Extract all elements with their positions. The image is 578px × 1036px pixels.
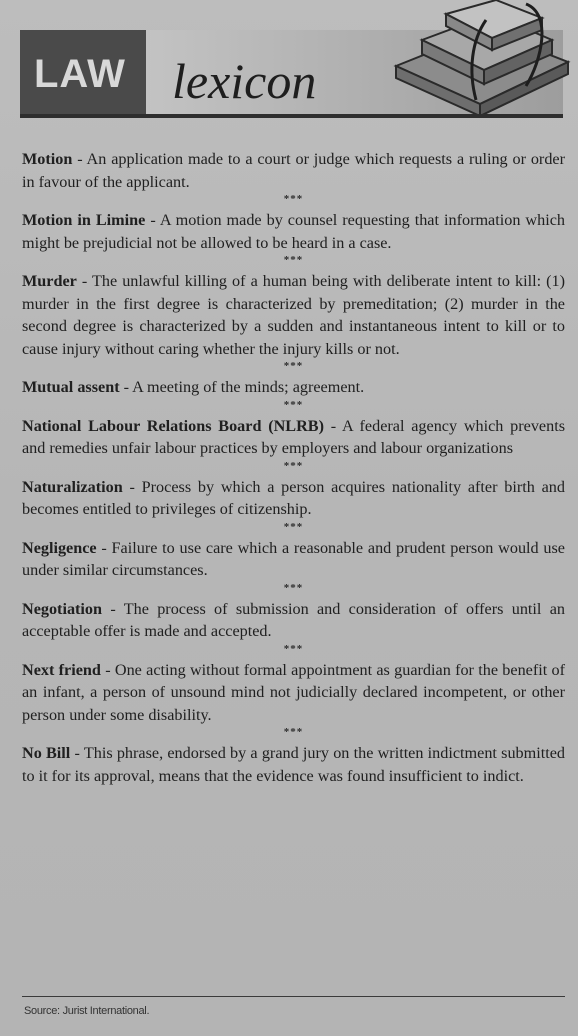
entry-motion [22,148,565,193]
entry-term: Negotiation [22,599,103,618]
entry-definition: - Failure to use care which a reasonable and prudent person would use under similar circumstances. [22,538,565,579]
entry-definition: - The unlawful killing of a human being with deliberate intent to kill: (1) murder in the first degree is characterized by premeditation; (2) murder in the second degree is characterized by a sudden and instantaneous intent to kill or to cause injury without caring whether the injury kills or not. [22,272,565,358]
entry-term: Motion in Limine [22,211,146,229]
entry-definition: - An application made to a court or judge which requests a ruling or order in favour of the applicant. [22,150,565,191]
entry-term: Next friend [22,660,101,679]
header [20,26,563,118]
entry-murder [22,270,565,360]
separator: *** [283,581,304,594]
entry-term: Negligence [22,538,97,557]
separator: *** [283,193,304,205]
entry-next-friend [22,659,565,727]
entry-nlrb [22,415,565,460]
separator: *** [283,360,304,372]
lexicon-title: lexicon [172,53,317,109]
entry-definition: - The process of submission and consideration of offers until an acceptable offer is made and accepted. [22,599,565,640]
separator: *** [283,254,304,266]
entry-term: National Labour Relations Board (NLRB) [22,416,324,435]
books-icon [376,0,576,118]
entry-term: Naturalization [22,477,123,496]
entry-term: No Bill [22,744,71,762]
source-credit: Source: Jurist International. [24,1005,150,1017]
separator: *** [283,642,304,655]
entry-definition: - One acting without formal appointment as guardian for the benefit of an infant, a person of unsound mind not judicially declared incompetent, or other person under some disability. [22,660,566,724]
law-label: LAW [34,52,126,96]
entry-negligence [22,537,565,582]
separator: *** [283,726,304,738]
entry-motion-in-limine [22,209,565,254]
entry-definition: - A motion made by counsel requesting that information which might be prejudicial not be allowed to be heard in a case. [22,211,565,252]
entry-no-bill [22,742,565,787]
entry-term: Motion [22,150,73,168]
entry-definition: - A federal agency which prevents and remedies unfair labour practices by employers and labour organizations [22,416,565,457]
separator: *** [283,459,304,472]
entry-term: Mutual assent [22,378,120,396]
entry-term: Murder [22,272,77,290]
entry-naturalization [22,476,565,521]
footer-rule [22,996,565,997]
law-label-box [20,30,146,114]
entry-definition: - Process by which a person acquires nationality after birth and becomes entitled to privileges of citizenship. [22,477,565,518]
header-rule [20,114,563,118]
entry-negotiation [22,598,565,643]
separator: *** [283,398,304,411]
lexicon-entries [22,148,565,787]
entry-definition: - A meeting of the minds; agreement. [119,378,365,396]
entry-definition: - This phrase, endorsed by a grand jury on the written indictment submitted to it for its approval, means that the evidence was found insufficient to indict. [22,744,565,785]
separator: *** [283,520,304,533]
entry-mutual-assent [22,376,565,399]
